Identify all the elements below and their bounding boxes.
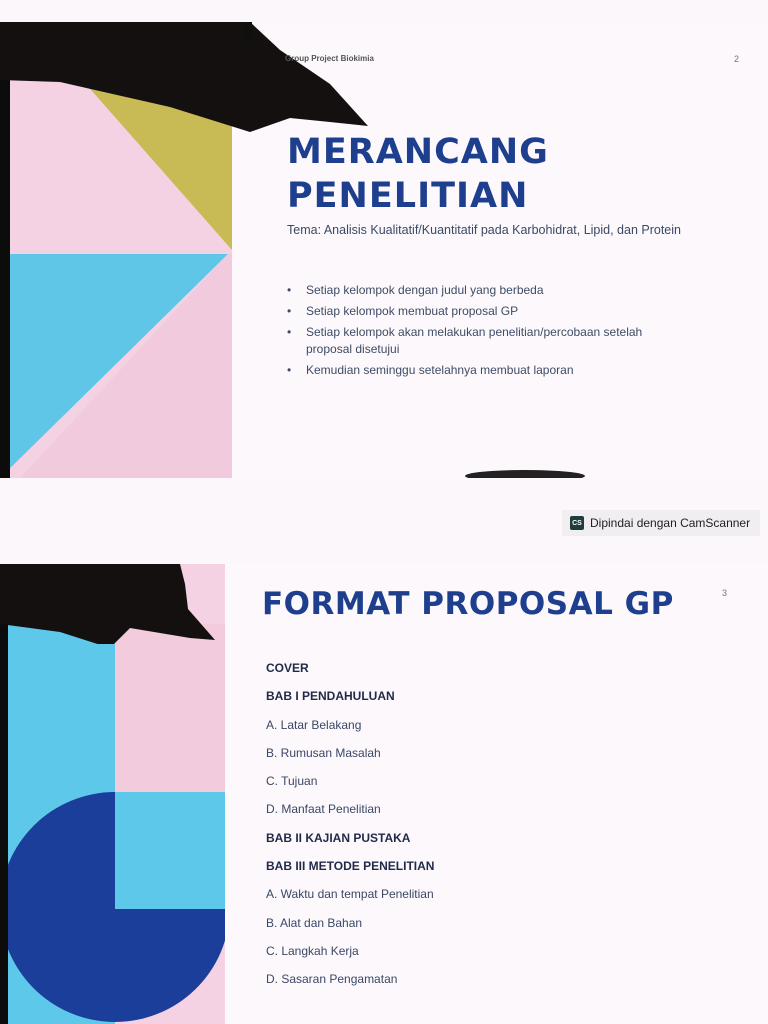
cyan-quadrant-shape (115, 792, 225, 909)
outline-heading: BAB II KAJIAN PUSTAKA (266, 830, 411, 845)
slide-merancang-penelitian (0, 22, 768, 478)
pointer-pen-shadow (0, 564, 225, 644)
slide-title (287, 130, 549, 218)
outline-heading: BAB III METODE PENELITIAN (266, 859, 435, 874)
outline-heading: BAB I PENDAHULUAN (266, 689, 395, 704)
bullet-list (287, 282, 687, 383)
bullet-item: • Setiap kelompok membuat proposal GP (287, 304, 519, 318)
page-number: 2 (734, 54, 740, 64)
proposal-outline-list (266, 660, 434, 1000)
outline-item: D. Sasaran Pengamatan (266, 972, 398, 987)
outline-item: D. Manfaat Penelitian (266, 802, 381, 817)
outline-item: C. Tujuan (266, 774, 318, 789)
outline-heading: COVER (266, 661, 309, 675)
outline-item: B. Alat dan Bahan (266, 915, 363, 930)
title-line-2: PENELITIAN (287, 176, 529, 216)
page-number: 3 (722, 588, 728, 598)
slide-header-label: Group Project Biokimia (285, 54, 374, 63)
bullet-item: • Kemudian seminggu setelahnya membuat laporan (287, 363, 574, 377)
camscanner-text: Dipindai dengan CamScanner (590, 516, 751, 530)
bullet-dot-icon: • (287, 363, 292, 377)
outline-item: B. Rumusan Masalah (266, 745, 381, 760)
bullet-item: • Setiap kelompok akan melakukan penelitian/percobaan setelah proposal disetujui (287, 325, 643, 356)
bullet-dot-icon: • (287, 325, 292, 339)
outline-item: A. Latar Belakang (266, 717, 362, 732)
outline-item: A. Waktu dan tempat Penelitian (266, 887, 434, 902)
camscanner-logo-icon: CS (570, 516, 584, 530)
bullet-dot-icon: • (287, 283, 292, 297)
bottom-shadow (460, 466, 590, 478)
bullet-item: • Setiap kelompok dengan judul yang berbeda (287, 283, 544, 297)
title-line-1: MERANCANG (287, 132, 549, 172)
camscanner-badge (562, 510, 760, 536)
bullet-dot-icon: • (287, 304, 292, 318)
pointer-pen-shadow (0, 22, 380, 137)
outline-item: C. Langkah Kerja (266, 943, 359, 958)
theme-text: Tema: Analisis Kualitatif/Kuantitatif pada Karbohidrat, Lipid, dan Protein (287, 223, 681, 237)
slide-format-proposal (0, 564, 768, 1024)
slide-title: FORMAT PROPOSAL GP (262, 586, 674, 622)
